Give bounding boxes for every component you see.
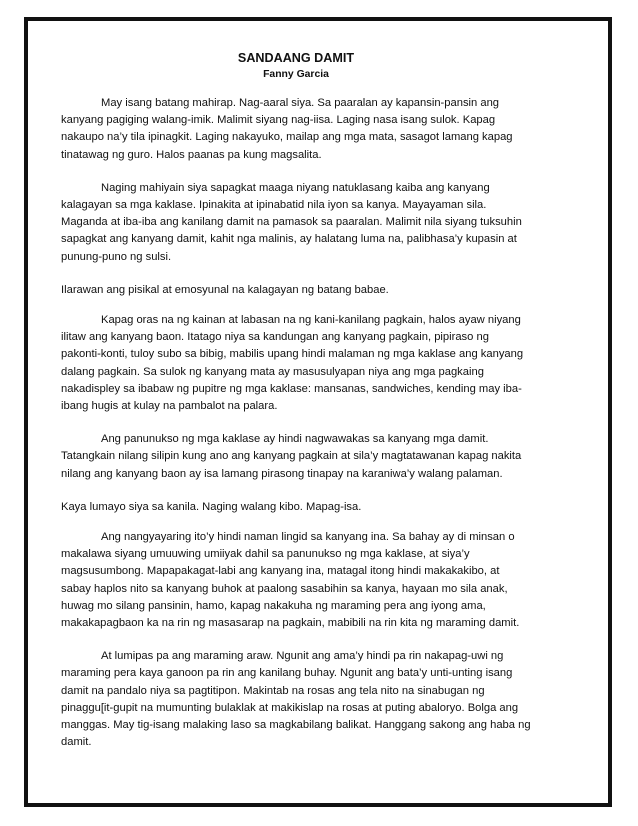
story-author: Fanny Garcia bbox=[263, 69, 329, 80]
paragraph-5: Ang panunukso ng mga kaklase ay hindi nagwawakas sa kanyang mga damit. Tatangkain nilang silipin kung ano ang kanyang pagkain at sila’y magtatawanan kapag nakita nilang ang kanyang baon ay isa lamang pirasong tinapay na karaniwa’y walang palaman. bbox=[61, 433, 522, 480]
document-body bbox=[61, 50, 531, 768]
paragraph-2: Naging mahiyain siya sapagkat maaga niyang natuklasang kaiba ang kanyang kalagayan sa mga kaklase. Ipinakita at ipinabatid nila iyon sa kanya. Mayayaman sila. Maganda at iba-iba ang kanilang damit na pamasok sa paaralan. Malimit nila siyang tuksuhin sapagkat ang kanyang damit, kahit nga malinis, ay halatang luma na, palibhasa’y kupasin at punung-puno ng sulsi. bbox=[61, 181, 522, 263]
paragraph-1: May isang batang mahirap. Nag-aaral siya. Sa paaralan ay kapansin-pansin ang kanyang pagiging walang-imik. Malimit siyang nag-iisa. Laging nasa isang sulok. Kapag nakaupo na’y tila ipinagkit. Laging nakayuko, mailap ang mga mata, sasagot lamang kapag tinatawag ng guro. Halos paanas pa kung magsalita. bbox=[61, 97, 513, 161]
paragraph-7: Ang nangyayaring ito’y hindi naman lingid sa kanyang ina. Sa bahay ay di minsan o makalawa siyang umuuwing umiiyak dahil sa panunukso ng mga kaklase, at siya’y magsusumbong. Mapapakagat-labi ang kanyang ina, matagal itong hindi makakakibo, at sabay haplos nito sa kanyang buhok at paalong sasabihin sa kanya, hayaan mo sila anak, huwag mo silang pansinin, hamo, kapag nakakuha ng maraming pera ang iyong ama, makakapagbaon ka na rin ng masasarap na pagkain, mabibili na rin kita ng maraming damit. bbox=[61, 531, 520, 630]
story-title: SANDAANG DAMIT bbox=[237, 51, 355, 65]
paragraph-6: Kaya lumayo siya sa kanila. Naging walang kibo. Mapag-isa. bbox=[61, 500, 362, 513]
paragraph-4: Kapag oras na ng kainan at labasan na ng kani-kanilang pagkain, halos ayaw niyang ilitaw ang kanyang baon. Itatago niya sa kandungan ang kanyang pagkain, pipiraso ng pakonti-konti, tuloy subo sa bibig, mabilis upang hindi malaman ng mga kaklase ang kanyang dalang pagkain. Sa sulok ng kanyang mata ay masusulyapan niya ang mga pagkaing nakadispley sa ibabaw ng pupitre ng mga kaklase: mansanas, sandwiches, kending may iba-ibang hugis at kulay na pambalot na palara. bbox=[61, 314, 524, 413]
paragraph-8: At lumipas pa ang maraming araw. Ngunit ang ama’y hindi pa rin nakapag-uwi ng maraming pera kaya ganoon pa rin ang kanilang buhay. Ngunit ang bata’y unti-unting isang damit na pandalo niya sa pagtitipon. Makintab na rosas ang tela nito na sinabugan ng pinaggu[it-gupit na mumunting bulaklak at makikislap na rosas at puting abaloryo. Bolga ang manggas. May tig-isang malaking laso sa magkabilang balikat. Hanggang sakong ang haba ng damit. bbox=[61, 650, 531, 749]
paragraph-3-question: Ilarawan ang pisikal at emosyunal na kalagayan ng batang babae. bbox=[61, 283, 389, 296]
